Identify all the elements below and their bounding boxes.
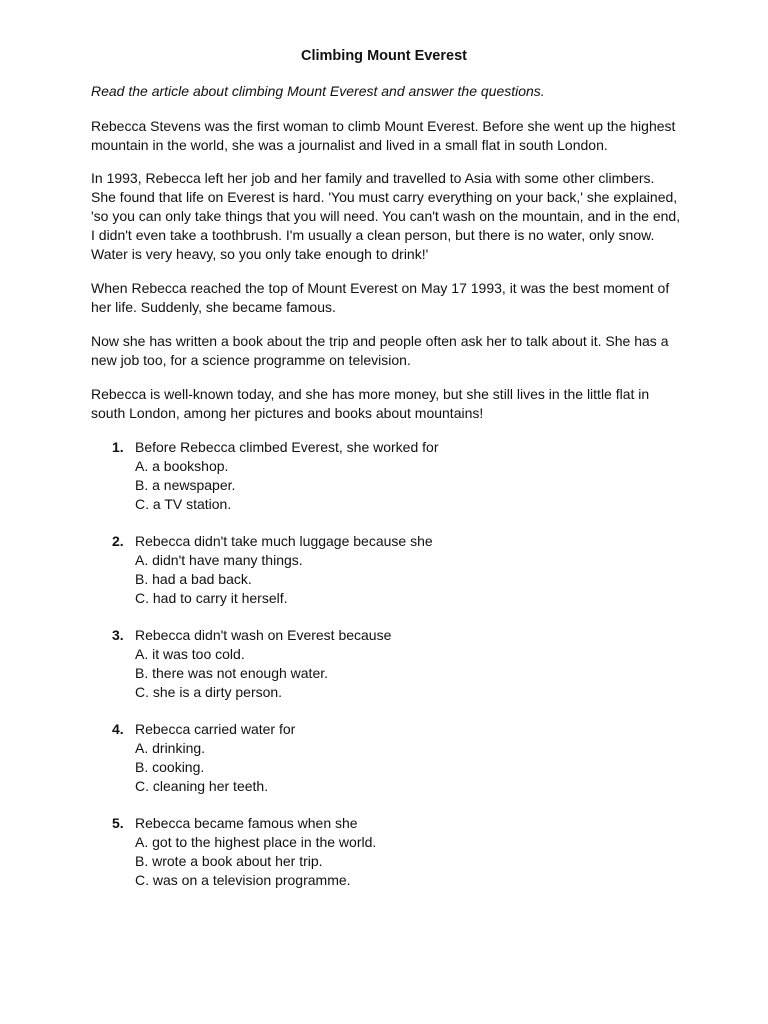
answer-option-a: A. a bookshop.	[135, 458, 229, 474]
question-stem: Rebecca didn't wash on Everest because	[135, 627, 392, 643]
answer-option-c: C. she is a dirty person.	[135, 684, 283, 700]
article-paragraph: In 1993, Rebecca left her job and her family and travelled to Asia with some other climbers. She found that life on Everest is hard. 'You must carry everything on your back,' she explained, 'so you can only take things that you will need. You can't wash on the mountain, and in the end, I didn't even take a toothbrush. I'm usually a clean person, but there is no water, only snow. Water is very heavy, so you only take enough to drink!'	[91, 170, 681, 262]
article-paragraph: Rebecca Stevens was the first woman to climb Mount Everest. Before she went up the highest mountain in the world, she was a journalist and lived in a small flat in south London.	[91, 118, 676, 153]
answer-option-a: A. got to the highest place in the world.	[135, 834, 377, 850]
question-stem: Rebecca carried water for	[135, 721, 296, 737]
question-list	[0, 438, 768, 908]
question-stem: Before Rebecca climbed Everest, she worked for	[135, 439, 439, 455]
answer-option-b: B. wrote a book about her trip.	[135, 853, 323, 869]
answer-option-b: B. cooking.	[135, 759, 205, 775]
question-number: 4.	[112, 721, 124, 737]
question-number: 1.	[112, 439, 124, 455]
answer-options	[135, 739, 268, 796]
question-number: 3.	[112, 627, 124, 643]
answer-option-a: A. didn't have many things.	[135, 552, 303, 568]
article-paragraph: Now she has written a book about the trip and people often ask her to talk about it. She has a new job too, for a science programme on television.	[91, 333, 669, 368]
answer-option-b: B. had a bad back.	[135, 571, 252, 587]
answer-options	[135, 645, 328, 702]
question-stem: Rebecca didn't take much luggage because she	[135, 533, 433, 549]
question-item	[0, 814, 768, 908]
page-title: Climbing Mount Everest	[301, 48, 467, 64]
article-paragraph: Rebecca is well-known today, and she has more money, but she still lives in the little flat in south London, among her pictures and books about mountains!	[91, 386, 650, 421]
question-item	[0, 438, 768, 532]
question-item	[0, 720, 768, 814]
question-number: 2.	[112, 533, 124, 549]
answer-options	[135, 551, 303, 608]
article-paragraph: When Rebecca reached the top of Mount Everest on May 17 1993, it was the best moment of her life. Suddenly, she became famous.	[91, 280, 670, 315]
answer-option-b: B. there was not enough water.	[135, 665, 329, 681]
answer-option-c: C. cleaning her teeth.	[135, 778, 269, 794]
answer-option-a: A. drinking.	[135, 740, 206, 756]
answer-options	[135, 833, 376, 890]
answer-option-c: C. was on a television programme.	[135, 872, 351, 888]
answer-options	[135, 457, 235, 514]
question-item	[0, 626, 768, 720]
answer-option-c: C. had to carry it herself.	[135, 590, 288, 606]
instructions: Read the article about climbing Mount Everest and answer the questions.	[91, 83, 545, 99]
answer-option-b: B. a newspaper.	[135, 477, 236, 493]
question-stem: Rebecca became famous when she	[135, 815, 358, 831]
answer-option-a: A. it was too cold.	[135, 646, 245, 662]
question-number: 5.	[112, 815, 124, 831]
answer-option-c: C. a TV station.	[135, 496, 232, 512]
question-item	[0, 532, 768, 626]
